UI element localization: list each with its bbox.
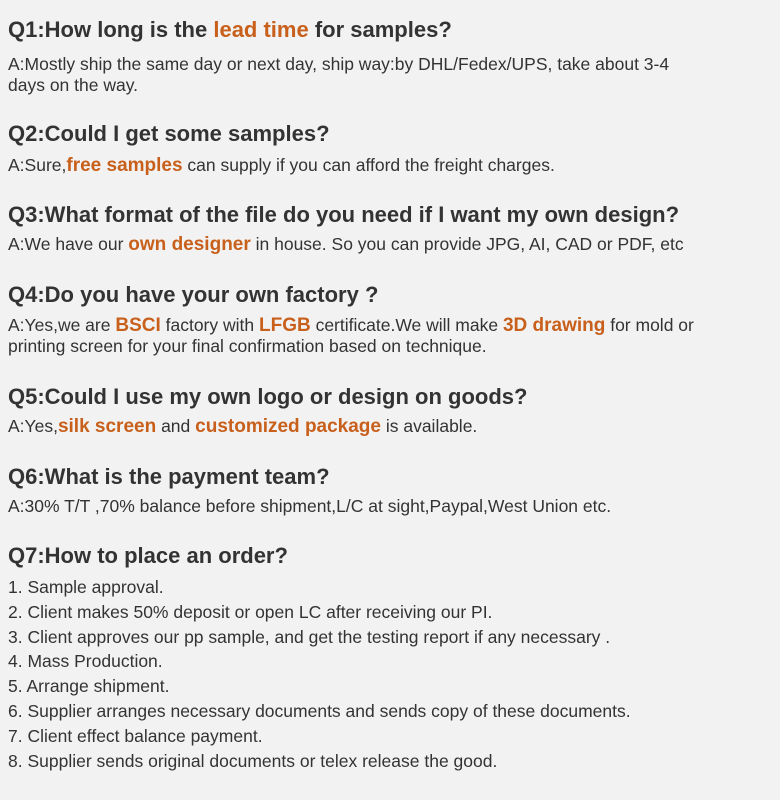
faq-item-4 xyxy=(8,282,778,357)
order-step: 8. Supplier sends original documents or telex release the good. xyxy=(8,750,498,771)
faq-item-2 xyxy=(8,121,778,176)
order-step: 3. Client approves our pp sample, and get the testing report if any necessary . xyxy=(8,626,611,647)
question-3: Q3:What format of the file do you need if I want my own design? xyxy=(8,202,680,227)
question-1: Q1:How long is the lead time for samples? xyxy=(8,17,452,42)
faq-item-1 xyxy=(8,17,778,96)
order-step: 2. Client makes 50% deposit or open LC after receiving our PI. xyxy=(8,601,493,622)
question-5: Q5:Could I use my own logo or design on goods? xyxy=(8,384,528,409)
faq-item-7 xyxy=(8,543,778,773)
order-step: 7. Client effect balance payment. xyxy=(8,725,263,746)
answer-1: A:Mostly ship the same day or next day, ship way:by DHL/Fedex/UPS, take about 3-4 days on the way. xyxy=(8,54,670,95)
question-6: Q6:What is the payment team? xyxy=(8,464,330,489)
faq-item-5 xyxy=(8,384,778,437)
highlight-customized-package: customized package xyxy=(195,416,381,437)
highlight-silk-screen: silk screen xyxy=(57,416,157,437)
order-step: 4. Mass Production. xyxy=(8,651,163,672)
order-steps-list xyxy=(8,575,778,773)
highlight-free-samples: free samples xyxy=(66,155,183,176)
highlight-lead-time: lead time xyxy=(213,17,309,42)
order-step: 5. Arrange shipment. xyxy=(8,676,170,697)
answer-2: A:Sure,free samples can supply if you can afford the freight charges. xyxy=(8,155,555,176)
answer-4: A:Yes,we are BSCI factory with LFGB certificate.We will make 3D drawing for mold or printing screen for your final confirmation based on technique. xyxy=(8,315,694,356)
highlight-3d-drawing: 3D drawing xyxy=(502,315,606,336)
answer-5: A:Yes,silk screen and customized package is available. xyxy=(8,416,478,437)
highlight-lfgb: LFGB xyxy=(258,315,311,336)
order-step: 6. Supplier arranges necessary documents and sends copy of these documents. xyxy=(8,700,631,721)
question-2: Q2:Could I get some samples? xyxy=(8,121,330,146)
question-4: Q4:Do you have your own factory ? xyxy=(8,282,379,307)
order-step: 1. Sample approval. xyxy=(8,577,164,597)
highlight-bsci: BSCI xyxy=(115,315,161,336)
question-7: Q7:How to place an order? xyxy=(8,543,288,568)
answer-6: A:30% T/T ,70% balance before shipment,L/C at sight,Paypal,West Union etc. xyxy=(8,496,612,516)
faq-item-3 xyxy=(8,202,778,255)
highlight-own-designer: own designer xyxy=(128,234,251,255)
answer-3: A:We have our own designer in house. So you can provide JPG, AI, CAD or PDF, etc xyxy=(8,234,684,255)
faq-item-6 xyxy=(8,464,778,517)
